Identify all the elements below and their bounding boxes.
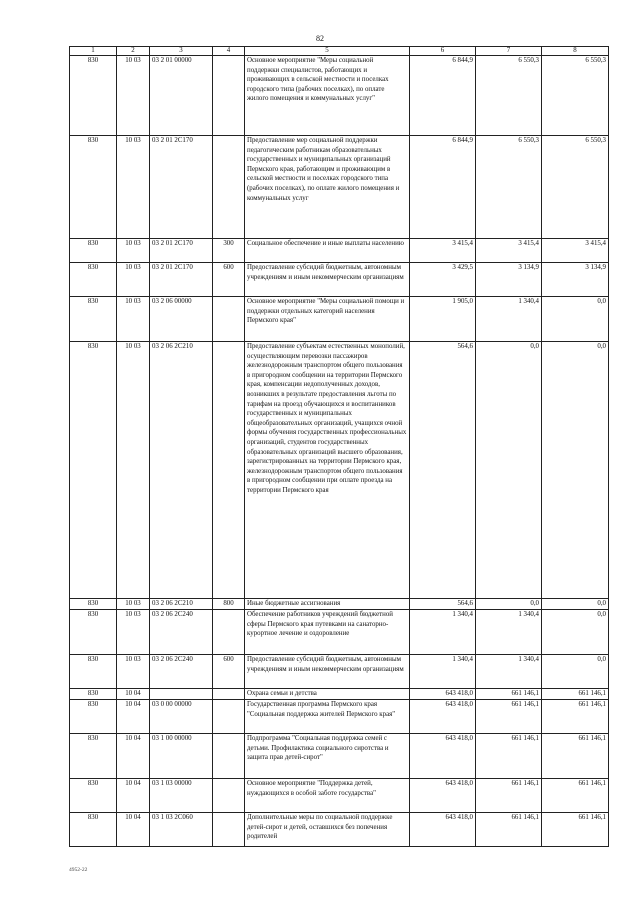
amount-col8: 661 146,1	[542, 700, 609, 734]
amount-col6: 643 418,0	[410, 734, 476, 779]
target-article-code: 03 2 06 2С210	[150, 599, 213, 610]
department-code: 830	[70, 136, 117, 239]
department-code: 830	[70, 813, 117, 847]
row-description: Предоставление субъектам естественных монополий, осуществляющим перевозки пассажиров железнодорожным транспортом общего пользования в пригородном сообщении на территории Пермского края, компенсации недополученных доходов, возникших в результате предоставления льготы по тарифам на проезд обучающихся и воспитанников государственных и муниципальных общеобразовательных организаций, учащихся очной формы обучения государственных профессиональных организаций, студентов государственных образовательных организаций высшего образования, зарегистрированных на территории Пермского края, железнодорожным транспортом общего пользования в пригородном сообщении при оплате проезда на территории Пермского края	[245, 342, 410, 599]
amount-col7: 0,0	[476, 599, 542, 610]
column-header: 5	[245, 47, 410, 56]
department-code: 830	[70, 599, 117, 610]
amount-col7: 661 146,1	[476, 813, 542, 847]
row-description: Иные бюджетные ассигнования	[245, 599, 410, 610]
row-description: Предоставление субсидий бюджетным, автономным учреждениям и иным некоммерческим организациям	[245, 263, 410, 297]
department-code: 830	[70, 239, 117, 263]
amount-col6: 1 905,0	[410, 297, 476, 342]
amount-col7: 3 415,4	[476, 239, 542, 263]
target-article-code: 03 1 03 2С060	[150, 813, 213, 847]
amount-col8: 3 134,9	[542, 263, 609, 297]
row-description: Предоставление мер социальной поддержки педагогическим работникам образовательных государственных и муниципальных организаций Пермского края, работающим и проживающим в сельской местности и поселках городского типа (рабочих поселках), по оплате жилого помещения и коммунальных услуг	[245, 136, 410, 239]
row-description: Основное мероприятие "Меры социальной помощи и поддержки отдельных категорий населения Пермского края"	[245, 297, 410, 342]
target-article-code: 03 2 01 00000	[150, 56, 213, 136]
target-article-code	[150, 689, 213, 700]
table-row	[70, 599, 609, 610]
amount-col7: 6 550,3	[476, 136, 542, 239]
target-article-code: 03 0 00 00000	[150, 700, 213, 734]
amount-col8: 0,0	[542, 342, 609, 599]
section-code: 10 03	[117, 136, 150, 239]
table-row	[70, 813, 609, 847]
target-article-code: 03 2 06 2С240	[150, 655, 213, 689]
table-row	[70, 779, 609, 813]
amount-col6: 3 415,4	[410, 239, 476, 263]
row-description: Основное мероприятие "Поддержка детей, нуждающихся в особой заботе государства"	[245, 779, 410, 813]
department-code: 830	[70, 734, 117, 779]
amount-col7: 3 134,9	[476, 263, 542, 297]
expense-type-code: 600	[213, 263, 245, 297]
department-code: 830	[70, 700, 117, 734]
expense-type-code: 300	[213, 239, 245, 263]
target-article-code: 03 2 06 00000	[150, 297, 213, 342]
expense-type-code: 800	[213, 599, 245, 610]
amount-col7: 1 340,4	[476, 655, 542, 689]
row-description: Основное мероприятие "Меры социальной поддержки специалистов, работающих и проживающих в сельской местности и поселках городского типа (рабочих поселках), по оплате жилого помещения и коммунальных услуг"	[245, 56, 410, 136]
amount-col8: 661 146,1	[542, 813, 609, 847]
department-code: 830	[70, 297, 117, 342]
amount-col8: 6 550,3	[542, 56, 609, 136]
table-row	[70, 263, 609, 297]
section-code: 10 04	[117, 779, 150, 813]
department-code: 830	[70, 56, 117, 136]
expense-type-code	[213, 56, 245, 136]
amount-col8: 0,0	[542, 655, 609, 689]
table-row	[70, 689, 609, 700]
amount-col7: 6 550,3	[476, 56, 542, 136]
row-description: Государственная программа Пермского края "Социальная поддержка жителей Пермского края"	[245, 700, 410, 734]
section-code: 10 03	[117, 56, 150, 136]
row-description: Подпрограмма "Социальная поддержка семей с детьми. Профилактика социального сиротства и защита прав детей-сирот"	[245, 734, 410, 779]
section-code: 10 04	[117, 689, 150, 700]
amount-col6: 643 418,0	[410, 779, 476, 813]
amount-col7: 661 146,1	[476, 734, 542, 779]
target-article-code: 03 1 00 00000	[150, 734, 213, 779]
expense-type-code	[213, 779, 245, 813]
target-article-code: 03 1 03 00000	[150, 779, 213, 813]
amount-col7: 661 146,1	[476, 689, 542, 700]
amount-col6: 6 844,9	[410, 136, 476, 239]
row-description: Обеспечение работников учреждений бюджетной сферы Пермского края путевками на санаторно-курортное лечение и оздоровление	[245, 610, 410, 655]
expense-type-code	[213, 813, 245, 847]
section-code: 10 03	[117, 239, 150, 263]
table-row	[70, 136, 609, 239]
section-code: 10 04	[117, 813, 150, 847]
column-header: 7	[476, 47, 542, 56]
table-row	[70, 239, 609, 263]
column-header: 3	[150, 47, 213, 56]
amount-col6: 1 340,4	[410, 655, 476, 689]
amount-col6: 643 418,0	[410, 689, 476, 700]
row-description: Предоставление субсидий бюджетным, автономным учреждениям и иным некоммерческим организациям	[245, 655, 410, 689]
amount-col6: 6 844,9	[410, 56, 476, 136]
amount-col8: 0,0	[542, 610, 609, 655]
table-row	[70, 655, 609, 689]
department-code: 830	[70, 689, 117, 700]
amount-col6: 3 429,5	[410, 263, 476, 297]
table-row	[70, 700, 609, 734]
department-code: 830	[70, 263, 117, 297]
department-code: 830	[70, 779, 117, 813]
amount-col8: 0,0	[542, 297, 609, 342]
column-header: 4	[213, 47, 245, 56]
amount-col6: 564,6	[410, 599, 476, 610]
amount-col8: 661 146,1	[542, 734, 609, 779]
amount-col7: 661 146,1	[476, 779, 542, 813]
amount-col6: 643 418,0	[410, 700, 476, 734]
table-row	[70, 297, 609, 342]
target-article-code: 03 2 06 2С240	[150, 610, 213, 655]
expense-type-code	[213, 342, 245, 599]
amount-col6: 643 418,0	[410, 813, 476, 847]
section-code: 10 03	[117, 599, 150, 610]
column-header: 1	[70, 47, 117, 56]
section-code: 10 03	[117, 263, 150, 297]
table-row	[70, 734, 609, 779]
expense-type-code	[213, 297, 245, 342]
target-article-code: 03 2 06 2С210	[150, 342, 213, 599]
department-code: 830	[70, 655, 117, 689]
amount-col7: 1 340,4	[476, 610, 542, 655]
amount-col6: 564,6	[410, 342, 476, 599]
section-code: 10 04	[117, 734, 150, 779]
expense-type-code: 600	[213, 655, 245, 689]
table-row	[70, 342, 609, 599]
expense-type-code	[213, 734, 245, 779]
amount-col8: 6 550,3	[542, 136, 609, 239]
column-header: 6	[410, 47, 476, 56]
target-article-code: 03 2 01 2С170	[150, 239, 213, 263]
column-header: 8	[542, 47, 609, 56]
row-description: Охрана семьи и детства	[245, 689, 410, 700]
row-description: Дополнительные меры по социальной поддержке детей-сирот и детей, оставшихся без попечения родителей	[245, 813, 410, 847]
expense-type-code	[213, 700, 245, 734]
department-code: 830	[70, 342, 117, 599]
amount-col6: 1 340,4	[410, 610, 476, 655]
target-article-code: 03 2 01 2С170	[150, 136, 213, 239]
table-row	[70, 610, 609, 655]
table-row	[70, 56, 609, 136]
section-code: 10 03	[117, 342, 150, 599]
amount-col7: 0,0	[476, 342, 542, 599]
amount-col7: 1 340,4	[476, 297, 542, 342]
row-description: Социальное обеспечение и иные выплаты населению	[245, 239, 410, 263]
department-code: 830	[70, 610, 117, 655]
amount-col8: 3 415,4	[542, 239, 609, 263]
section-code: 10 04	[117, 700, 150, 734]
section-code: 10 03	[117, 610, 150, 655]
header-row	[70, 47, 609, 56]
document-footer-code: 4952-22	[69, 867, 88, 873]
amount-col8: 661 146,1	[542, 689, 609, 700]
expense-type-code	[213, 136, 245, 239]
amount-col8: 661 146,1	[542, 779, 609, 813]
section-code: 10 03	[117, 297, 150, 342]
column-header: 2	[117, 47, 150, 56]
expense-type-code	[213, 610, 245, 655]
expense-type-code	[213, 689, 245, 700]
budget-table	[69, 46, 609, 847]
section-code: 10 03	[117, 655, 150, 689]
amount-col8: 0,0	[542, 599, 609, 610]
target-article-code: 03 2 01 2С170	[150, 263, 213, 297]
amount-col7: 661 146,1	[476, 700, 542, 734]
page-number: 82	[316, 34, 324, 43]
